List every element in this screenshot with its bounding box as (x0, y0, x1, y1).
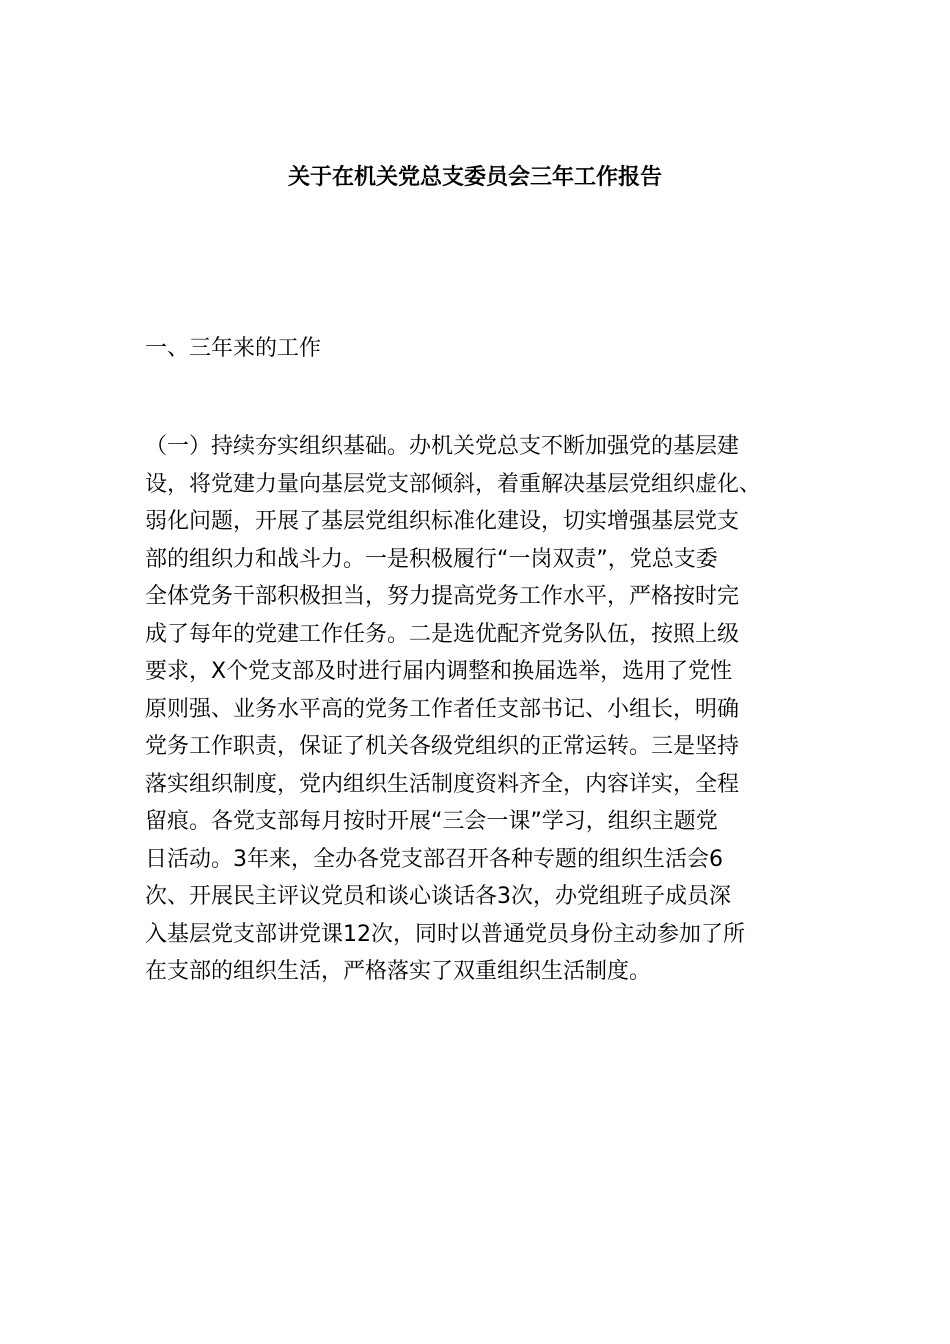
document-title: 关于在机关党总支委员会三年工作报告 (287, 165, 662, 190)
paragraph-line: 次、开展民主评议党员和谈心谈话各3次，办党组班子成员深 (145, 884, 731, 909)
paragraph-line: 要求，X个党支部及时进行届内调整和换届选举，选用了党性 (145, 659, 733, 684)
paragraph-line: 落实组织制度，党内组织生活制度资料齐全，内容详实，全程 (145, 771, 740, 797)
paragraph-line: 留痕。各党支部每月按时开展“三会一课”学习，组织主题党 (145, 809, 718, 834)
section-heading: 一、三年来的工作 (145, 336, 322, 361)
paragraph-line: 入基层党支部讲党课12次，同时以普通党员身份主动参加了所 (145, 921, 745, 947)
body-paragraph (145, 428, 825, 991)
paragraph-line: （一）持续夯实组织基础。办机关党总支不断加强党的基层建 (145, 434, 740, 459)
paragraph-line: 弱化问题，开展了基层党组织标准化建设，切实增强基层党支 (145, 509, 740, 534)
paragraph-line: 设，将党建力量向基层党支部倾斜，着重解决基层党组织虚化、 (145, 471, 762, 497)
paragraph-line: 成了每年的党建工作任务。二是选优配齐党务队伍，按照上级 (145, 621, 740, 647)
paragraph-line: 原则强、业务水平高的党务工作者任支部书记、小组长，明确 (145, 696, 740, 722)
paragraph-line: 全体党务干部积极担当，努力提高党务工作水平，严格按时完 (145, 584, 740, 609)
paragraph-line: 党务工作职责，保证了机关各级党组织的正常运转。三是坚持 (145, 734, 740, 759)
paragraph-line: 日活动。3年来，全办各党支部召开各种专题的组织生活会6 (145, 846, 723, 872)
paragraph-line: 部的组织力和战斗力。一是积极履行“一岗双责”，党总支委 (145, 546, 718, 572)
paragraph-line: 在支部的组织生活，严格落实了双重组织生活制度。 (145, 959, 652, 984)
